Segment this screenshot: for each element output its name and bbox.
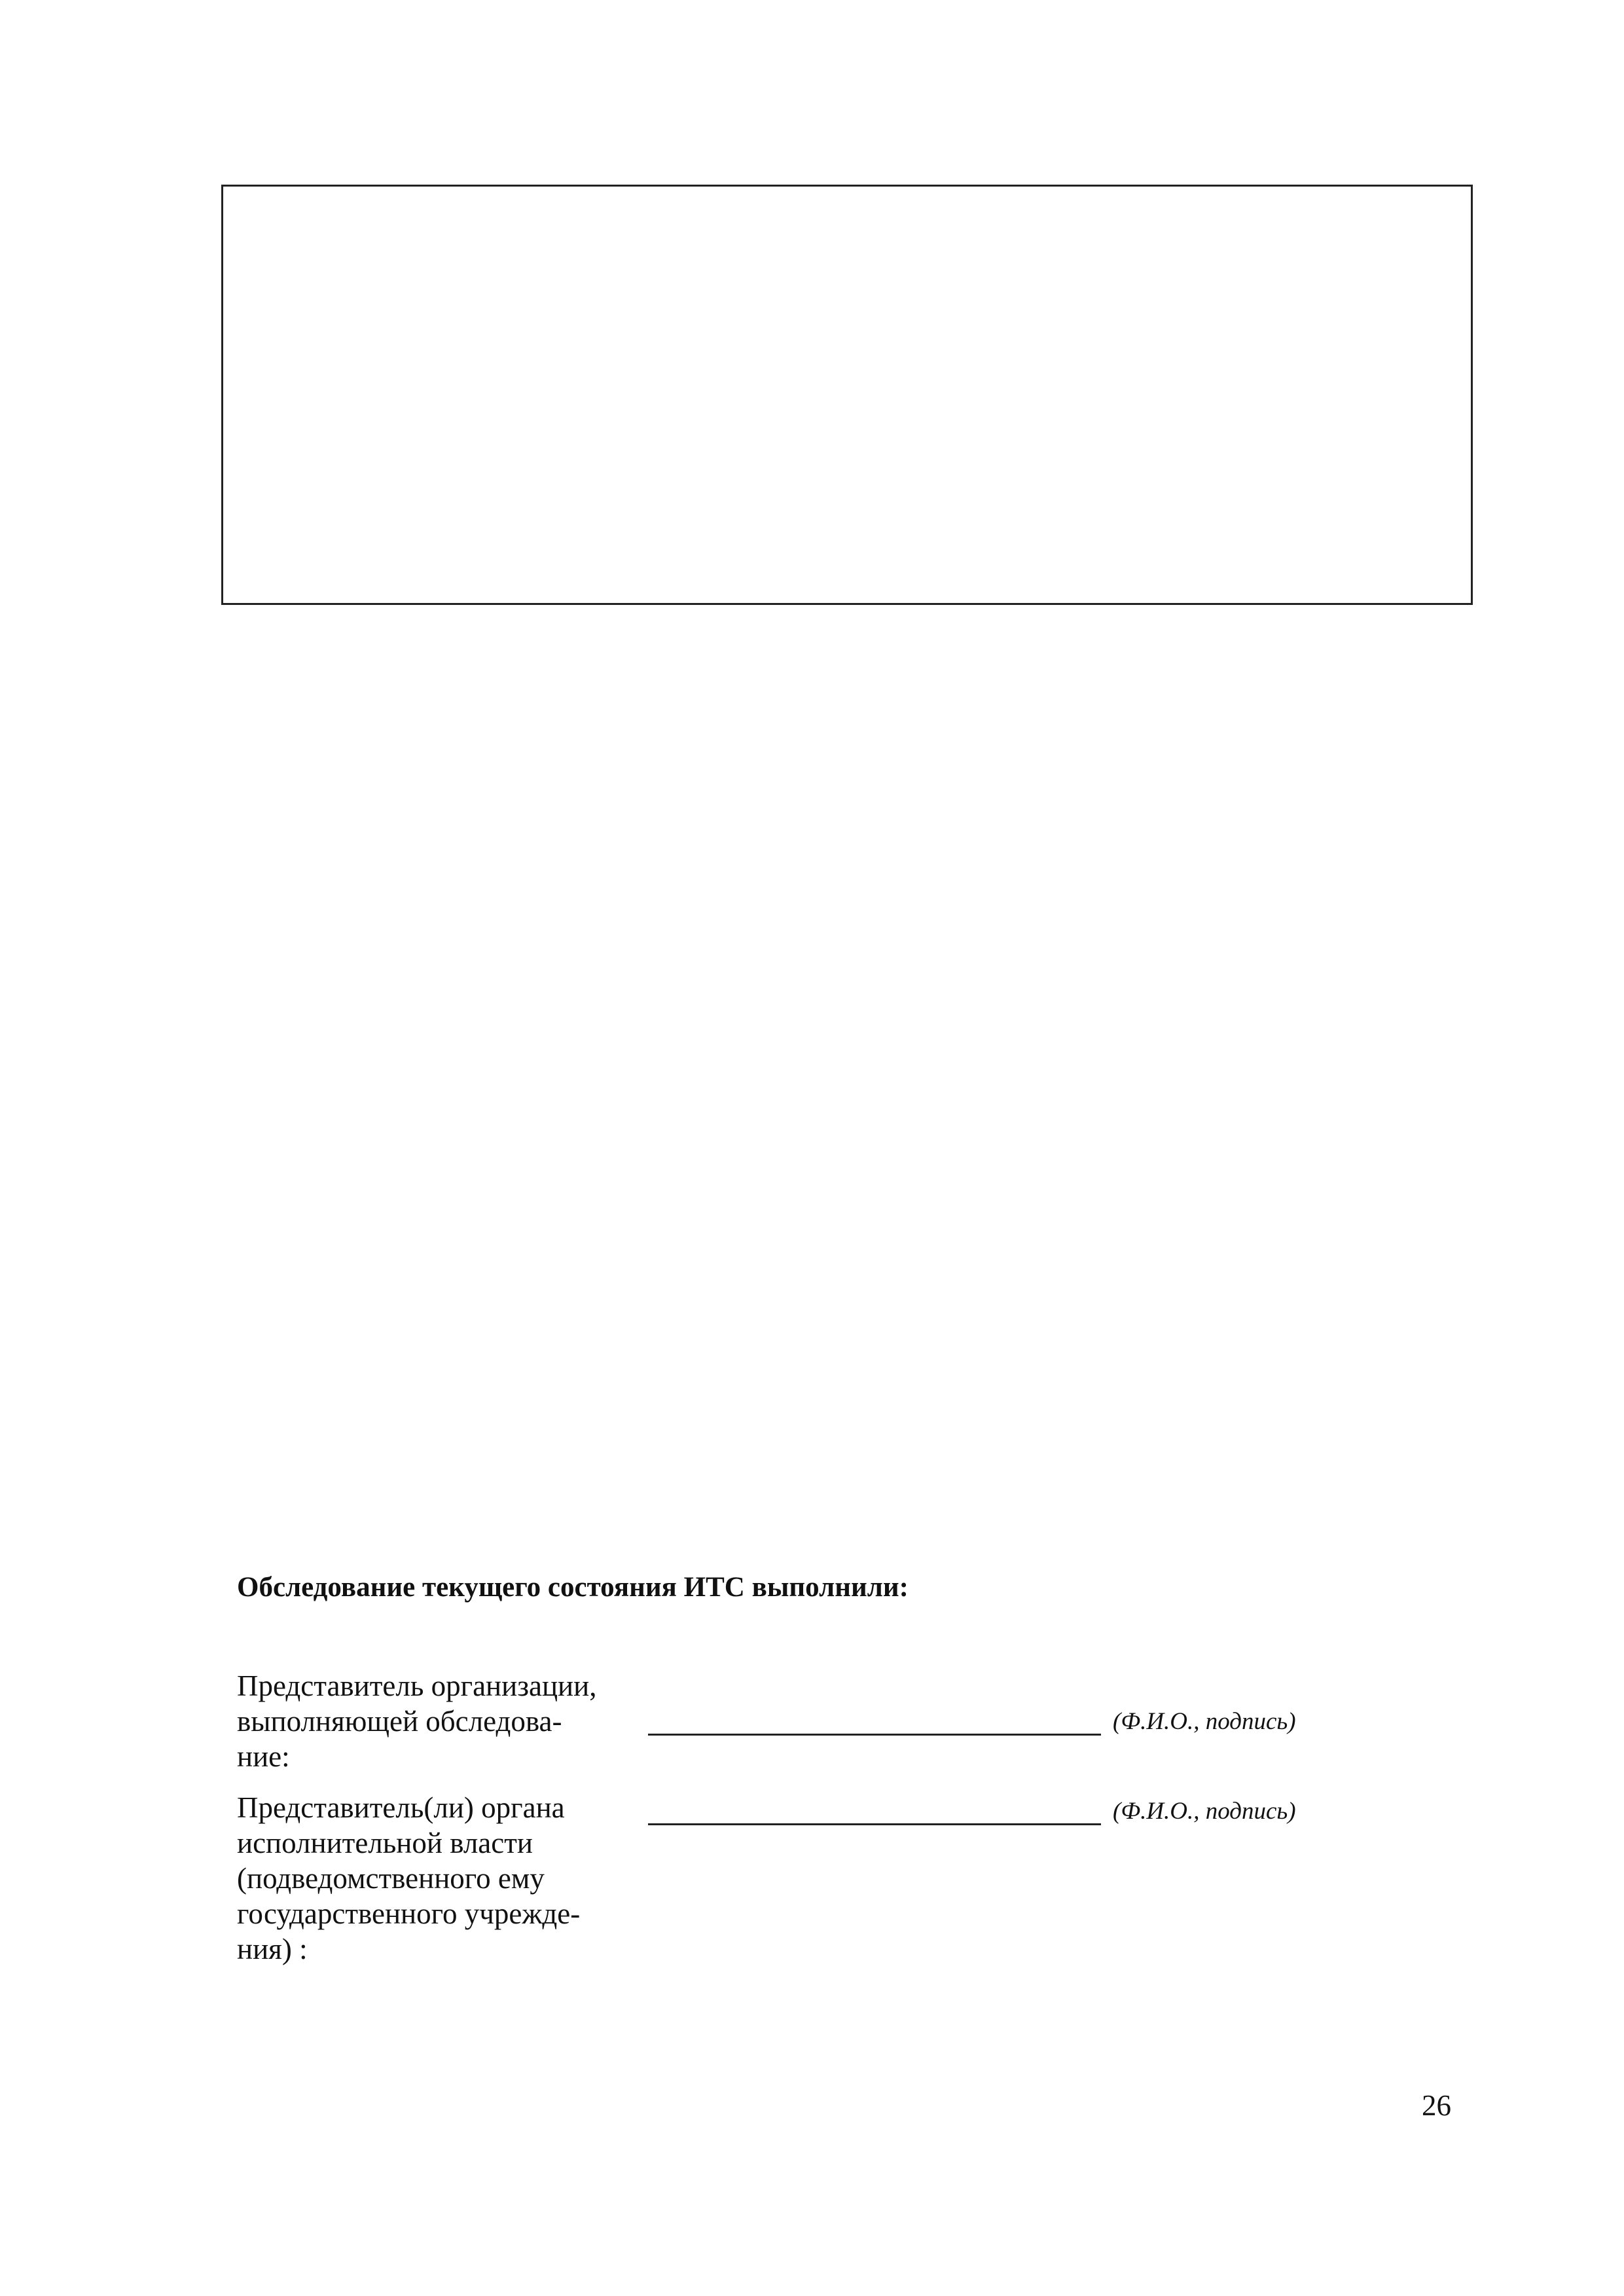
signature-line-organization (648, 1734, 1101, 1736)
label-line: исполнительной власти (237, 1827, 533, 1859)
label-line: выполняющей обследова- (237, 1705, 562, 1738)
signature-line-authority (648, 1823, 1101, 1825)
section-title: Обследование текущего состояния ИТС выполнили: (237, 1572, 909, 1603)
label-line: Представитель(ли) органа (237, 1791, 565, 1824)
label-line: ния) : (237, 1933, 308, 1965)
empty-figure-frame (221, 185, 1473, 605)
signature-hint-authority: (Ф.И.О., подпись) (1113, 1798, 1296, 1825)
label-line: государственного учрежде- (237, 1897, 581, 1930)
signature-hint-organization: (Ф.И.О., подпись) (1113, 1708, 1296, 1735)
signatory-authority-label (237, 1790, 630, 1967)
page-number: 26 (1422, 2089, 1451, 2122)
label-line: (подведомственного ему (237, 1862, 545, 1895)
label-line: Представитель организации, (237, 1669, 597, 1702)
label-line: ние: (237, 1740, 290, 1773)
signatory-organization-label (237, 1668, 630, 1774)
